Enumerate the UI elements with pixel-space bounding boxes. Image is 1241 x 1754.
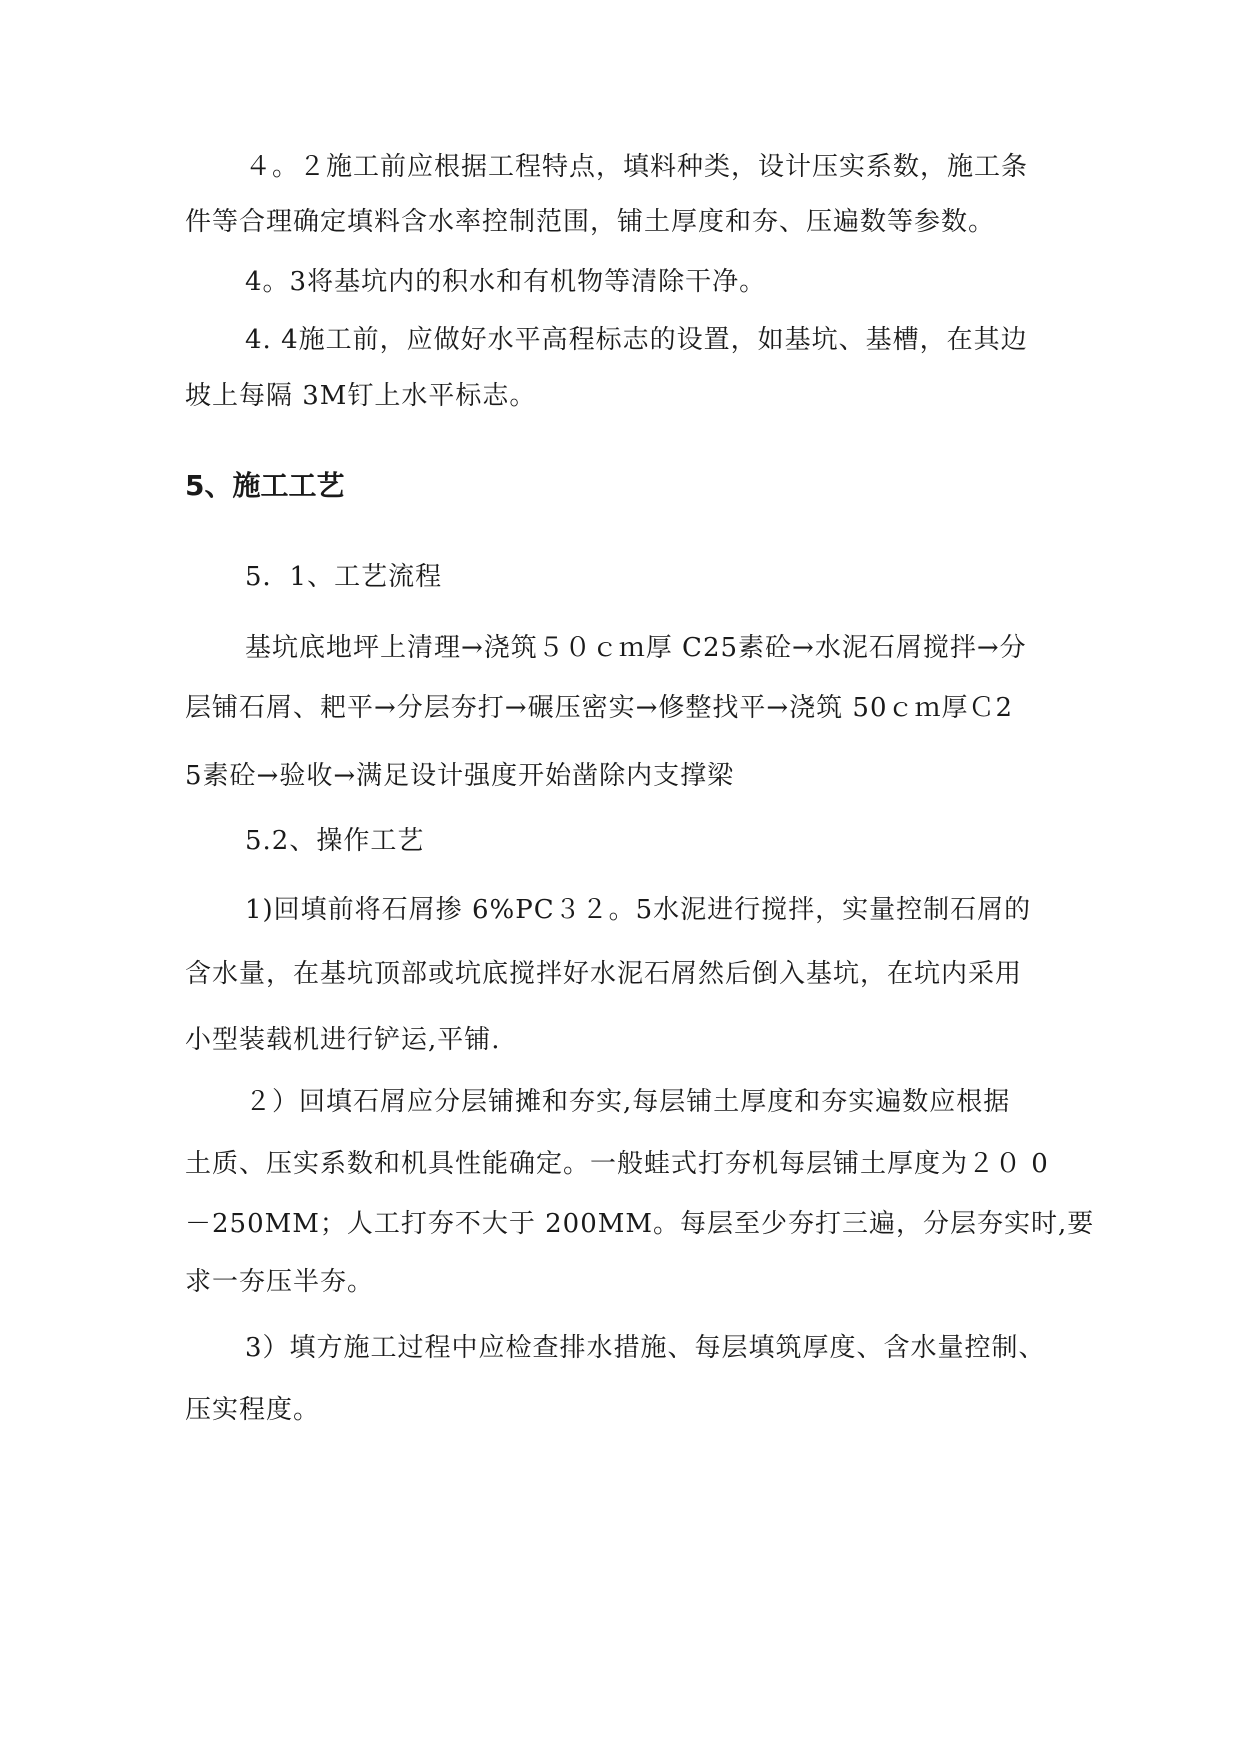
item-2-line-4: 求一夯压半夯。 <box>185 1267 375 1297</box>
process-flow-line-3: 5素砼→验收→满足设计强度开始凿除内支撑梁 <box>185 761 735 791</box>
item-1-line-3: 小型装载机进行铲运,平铺. <box>185 1025 501 1055</box>
process-flow-line-1: 基坑底地坪上清理→浇筑５０ｃｍ厚 C25素砼→水泥石屑搅拌→分 <box>245 633 1027 663</box>
item-3-line-1: 3）填方施工过程中应检查排水措施、每层填筑厚度、含水量控制、 <box>245 1333 1046 1363</box>
item-2-line-1: ２）回填石屑应分层铺摊和夯实,每层铺土厚度和夯实遍数应根据 <box>245 1087 1011 1117</box>
item-2-line-3: －250MM；人工打夯不大于 200MM。每层至少夯打三遍，分层夯实时,要 <box>185 1209 1095 1239</box>
subsection-5-1-title: 5．1、工艺流程 <box>245 562 443 592</box>
para-4-3-line-1: 4。3将基坑内的积水和有机物等清除干净。 <box>245 267 767 297</box>
para-4-4-line-2: 坡上每隔 3M钉上水平标志。 <box>185 381 537 411</box>
para-4-2-line-1: ４。２施工前应根据工程特点，填料种类，设计压实系数，施工条 <box>245 152 1029 182</box>
para-4-4-line-1: 4. 4施工前，应做好水平高程标志的设置，如基坑、基槽，在其边 <box>245 325 1028 355</box>
para-4-2-line-2: 件等合理确定填料含水率控制范围，铺土厚度和夯、压遍数等参数。 <box>185 207 996 237</box>
item-3-line-2: 压实程度。 <box>185 1395 321 1425</box>
process-flow-line-2: 层铺石屑、耙平→分层夯打→碾压密实→修整找平→浇筑 50ｃｍ厚Ｃ2 <box>185 693 1014 723</box>
item-2-line-2: 土质、压实系数和机具性能确定。一般蛙式打夯机每层铺土厚度为２０ 0 <box>185 1149 1049 1179</box>
section-5-heading: 5、施工工艺 <box>185 469 345 502</box>
item-1-line-1: 1)回填前将石屑掺 6%PC３２。5水泥进行搅拌，实量控制石屑的 <box>245 895 1032 925</box>
item-1-line-2: 含水量，在基坑顶部或坑底搅拌好水泥石屑然后倒入基坑，在坑内采用 <box>185 959 1023 989</box>
subsection-5-2-title: 5.2、操作工艺 <box>245 826 425 856</box>
